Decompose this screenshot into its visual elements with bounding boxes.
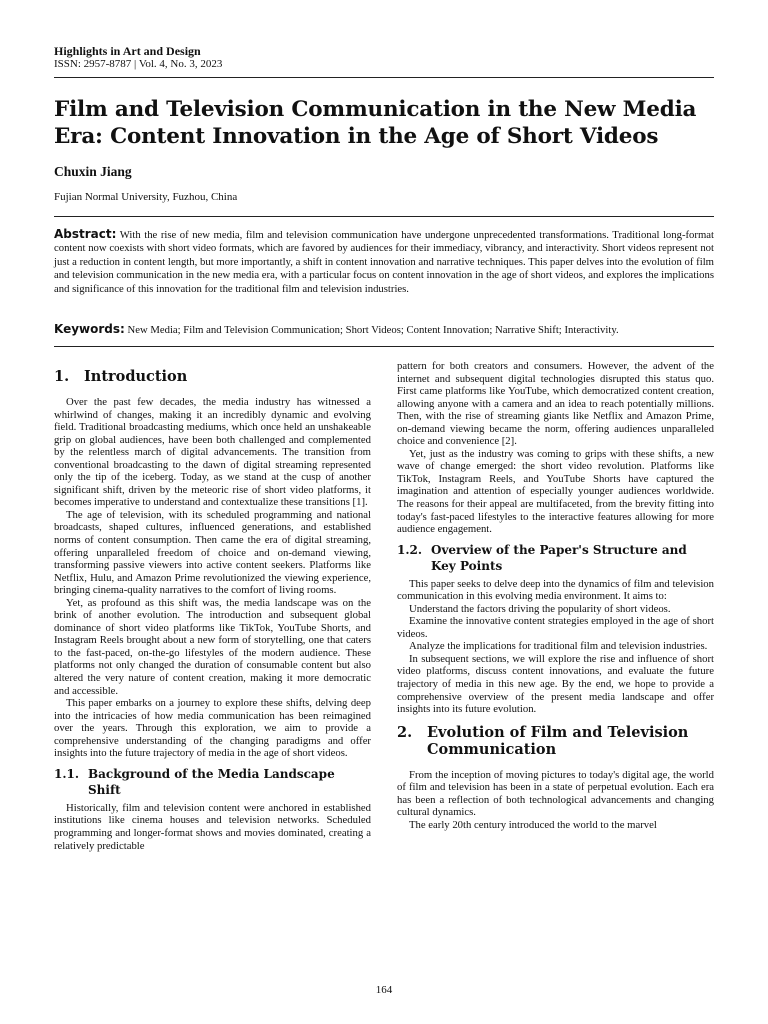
subsection-heading-background xyxy=(54,766,371,798)
section-heading-evolution xyxy=(397,724,714,758)
author-name: Chuxin Jiang xyxy=(54,164,132,179)
subsection-number: 1.2. xyxy=(397,542,423,557)
keywords-label: Keywords: xyxy=(54,322,125,336)
section-heading-introduction xyxy=(54,368,371,385)
subsection-number: 1.1. xyxy=(54,766,80,781)
body-paragraph: The age of television, with its scheduled programming and national broadcasts, shaped cultures, influenced generations, and established norms of content consumption. Then came the era of digital streaming, offering unparalleled freedom of choice and on-demand viewing, transforming passive viewers into active content seekers. Platforms like Netflix, Hulu, and Amazon Prime revolutionized the viewing experience, bringing cinema-quality narratives to the comfort of living rooms. xyxy=(54,508,371,597)
body-paragraph: In subsequent sections, we will explore the rise and influence of short video platforms, discuss content innovations, and evaluate the future trajectory of media in this new age. By the end, we hope to provide a comprehensive overview of the present media landscape and offer insights into its future evolution. xyxy=(397,652,714,716)
journal-name: Highlights in Art and Design xyxy=(54,44,201,58)
body-paragraph: Over the past few decades, the media industry has witnessed a whirlwind of changes, making it an incredibly dynamic and evolving field. Traditional broadcasting mediums, which once held an unshakeable grip on global audiences, have been both challenged and complemented by the relentless march of digital advancements. The transition from conventional broadcasting to the dawn of digital streaming represented only the tip of the iceberg. Today, as we stand at the cusp of another significant shift, driven by the meteoric rise of short video platforms, it becomes imperative to understand and contextualize these transitions [1]. xyxy=(54,396,371,509)
paper-page xyxy=(54,0,714,1024)
subsection-title: Overview of the Paper's Structure and Key Points xyxy=(431,542,687,573)
subsection-heading-overview xyxy=(397,542,714,574)
body-paragraph: Understand the factors driving the popularity of short videos. xyxy=(409,602,671,615)
section-title: Introduction xyxy=(84,368,188,385)
header-rule xyxy=(54,77,714,78)
body-paragraph: This paper embarks on a journey to explore these shifts, delving deep into the intricacies of how media communication has been reimagined over the years. Through this exploration, we aim to provide a comprehensive understanding of the changing paradigms and offer insights into the future trajectory of media in the age of short videos. xyxy=(54,697,371,760)
keywords xyxy=(54,322,714,337)
body-paragraph: From the inception of moving pictures to today's digital age, the world of film and television has been in a state of perpetual evolution. Each era has been a reflection of both technological advancements and changing cultural dynamics. xyxy=(397,768,714,819)
author-affiliation: Fujian Normal University, Fuzhou, China xyxy=(54,191,238,203)
right-column xyxy=(397,360,714,970)
abstract xyxy=(54,228,714,296)
journal-issn: ISSN: 2957-8787 | Vol. 4, No. 3, 2023 xyxy=(54,58,223,70)
abstract-top-rule xyxy=(54,216,714,217)
body-paragraph: The early 20th century introduced the world to the marvel xyxy=(409,818,657,831)
body-paragraph: This paper seeks to delve deep into the dynamics of film and television communication in this evolving media environment. It aims to: xyxy=(397,577,714,603)
page-number: 164 xyxy=(375,984,393,996)
paper-title: Film and Television Communication in the New Media Era: Content Innovation in the Age of Short Videos xyxy=(54,97,697,149)
body-paragraph: Examine the innovative content strategies employed in the age of short videos. xyxy=(397,615,714,640)
section-title: Evolution of Film and Television Communication xyxy=(427,723,689,758)
section-number: 1. xyxy=(54,368,70,385)
section-number: 2. xyxy=(397,723,413,741)
body-paragraph: Analyze the implications for traditional film and television industries. xyxy=(409,640,708,653)
abstract-text: With the rise of new media, film and television communication have undergone unprecedented transformations. Traditional long-format content now coexists with short video formats, which are favored by audiences for their immediacy, vibrancy, and interactivity. Short videos represent not just a reduction in content length, but more importantly, a shift in content innovation and narrative techniques. This paper delves into the evolution of film and television communication in the new media era, with a particular focus on content innovation in the age of short videos, and explores the implications and significance of this innovation for the traditional film and television industries. xyxy=(54,229,714,295)
subsection-title: Background of the Media Landscape Shift xyxy=(88,766,335,797)
keywords-bottom-rule xyxy=(54,346,714,347)
body-paragraph: Historically, film and television content were anchored in established institutions like cinema houses and television networks. Scheduled programming and longer-format shows and movies dominated, creating a relatively predictable xyxy=(54,801,371,852)
left-column xyxy=(54,360,371,970)
body-paragraph: Yet, just as the industry was coming to grips with these shifts, a new wave of change emerged: the short video revolution. Platforms like TikTok, Instagram Reels, and YouTube Shorts have captured the imagination and attention of especially younger audiences worldwide. The reasons for their appeal are multifaceted, from the brevity fitting into today's fast-paced lifestyles to the interactive features allowing for more audience engagement. xyxy=(397,447,714,536)
body-paragraph: Yet, as profound as this shift was, the media landscape was on the brink of another evolution. The introduction and subsequent global dominance of short video platforms like TikTok, YouTube Shorts, and Instagram Reels brought about a new form of storytelling, one that caters to the fast-paced, on-the-go lifestyles of the modern audience. These platforms not only changed the duration of consumable content but also altered the very nature of content creation, making it more democratic and accessible. xyxy=(54,596,371,697)
keywords-text: New Media; Film and Television Communication; Short Videos; Content Innovation; Narrative Shift; Interactivity. xyxy=(127,324,619,336)
body-paragraph: pattern for both creators and consumers. However, the advent of the internet and subsequent digital technologies disrupted this status quo. First came platforms like YouTube, which democratized content creation, allowing anyone with a camera and an idea to reach potentially millions. Then, with the rise of streaming giants like Netflix and Amazon Prime, on-demand viewing became the norm, offering audiences unparalleled choice and convenience [2]. xyxy=(397,360,714,448)
abstract-label: Abstract: xyxy=(54,227,117,241)
